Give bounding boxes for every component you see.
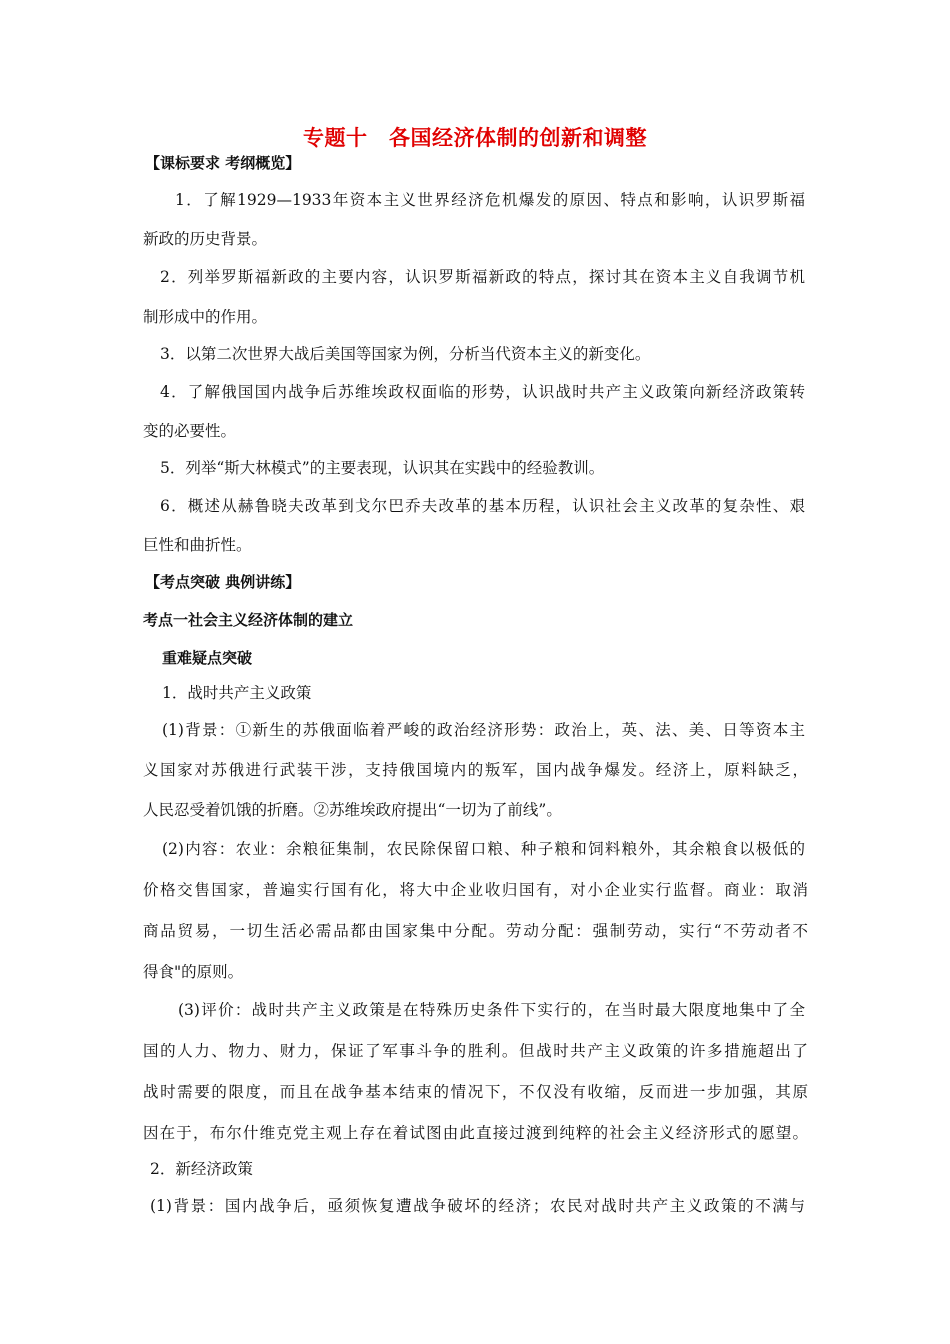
body-line: 义国家对苏俄进行武装干涉，支持俄国境内的叛军，国内战争爆发。经济上，原料缺乏， — [143, 761, 808, 779]
requirement-line: 5．列举“斯大林模式”的主要表现，认识其在实践中的经验教训。 — [160, 459, 605, 477]
body-line: (1)背景：①新生的苏俄面临着严峻的政治经济形势：政治上，英、法、美、日等资本主 — [162, 721, 805, 739]
body-line: 国的人力、物力、财力，保证了军事斗争的胜利。但战时共产主义政策的许多措施超出了 — [143, 1042, 808, 1060]
requirement-line: 4．了解俄国国内战争后苏维埃政权面临的形势，认识战时共产主义政策向新经济政策转 — [160, 383, 805, 401]
topic-heading: 考点一社会主义经济体制的建立 — [143, 611, 354, 629]
requirement-line: 6．概述从赫鲁晓夫改革到戈尔巴乔夫改革的基本历程，认识社会主义改革的复杂性、艰 — [160, 497, 805, 515]
requirement-line: 新政的历史背景。 — [143, 230, 268, 248]
requirement-line: 1．了解1929—1933年资本主义世界经济危机爆发的原因、特点和影响，认识罗斯福 — [175, 191, 805, 209]
requirement-line: 变的必要性。 — [143, 422, 237, 440]
requirement-line: 巨性和曲折性。 — [143, 536, 252, 554]
body-line: 战时需要的限度，而且在战争基本结束的情况下，不仅没有收缩，反而进一步加强，其原 — [143, 1083, 808, 1101]
requirement-line: 制形成中的作用。 — [143, 308, 268, 326]
section-heading-breakthrough: 【考点突破 典例讲练】 — [145, 573, 301, 591]
body-line: (1)背景：国内战争后，亟须恢复遭战争破坏的经济；农民对战时共产主义政策的不满与 — [150, 1197, 805, 1215]
body-line: (3)评价：战时共产主义政策是在特殊历史条件下实行的，在当时最大限度地集中了全 — [178, 1001, 805, 1019]
subheading: 重难疑点突破 — [162, 649, 253, 667]
requirement-line: 3．以第二次世界大战后美国等国家为例，分析当代资本主义的新变化。 — [160, 345, 651, 363]
policy-title: 2．新经济政策 — [150, 1160, 253, 1178]
document-title: 专题十 各国经济体制的创新和调整 — [303, 126, 647, 150]
body-line: 得食"的原则。 — [143, 963, 244, 981]
section-heading-requirements: 【课标要求 考纲概览】 — [145, 154, 301, 172]
body-line: 人民忍受着饥饿的折磨。②苏维埃政府提出“一切为了前线”。 — [143, 801, 562, 819]
body-line: 商品贸易，一切生活必需品都由国家集中分配。劳动分配：强制劳动，实行“不劳动者不 — [143, 922, 808, 940]
body-line: 因在于，布尔什维克党主观上存在着试图由此直接过渡到纯粹的社会主义经济形式的愿望。 — [143, 1124, 808, 1142]
body-line: 价格交售国家，普遍实行国有化，将大中企业收归国有，对小企业实行监督。商业：取消 — [143, 881, 808, 899]
body-line: (2)内容：农业：余粮征集制，农民除保留口粮、种子粮和饲料粮外，其余粮食以极低的 — [162, 840, 805, 858]
policy-title: 1．战时共产主义政策 — [162, 684, 312, 702]
requirement-line: 2．列举罗斯福新政的主要内容，认识罗斯福新政的特点，探讨其在资本主义自我调节机 — [160, 268, 805, 286]
